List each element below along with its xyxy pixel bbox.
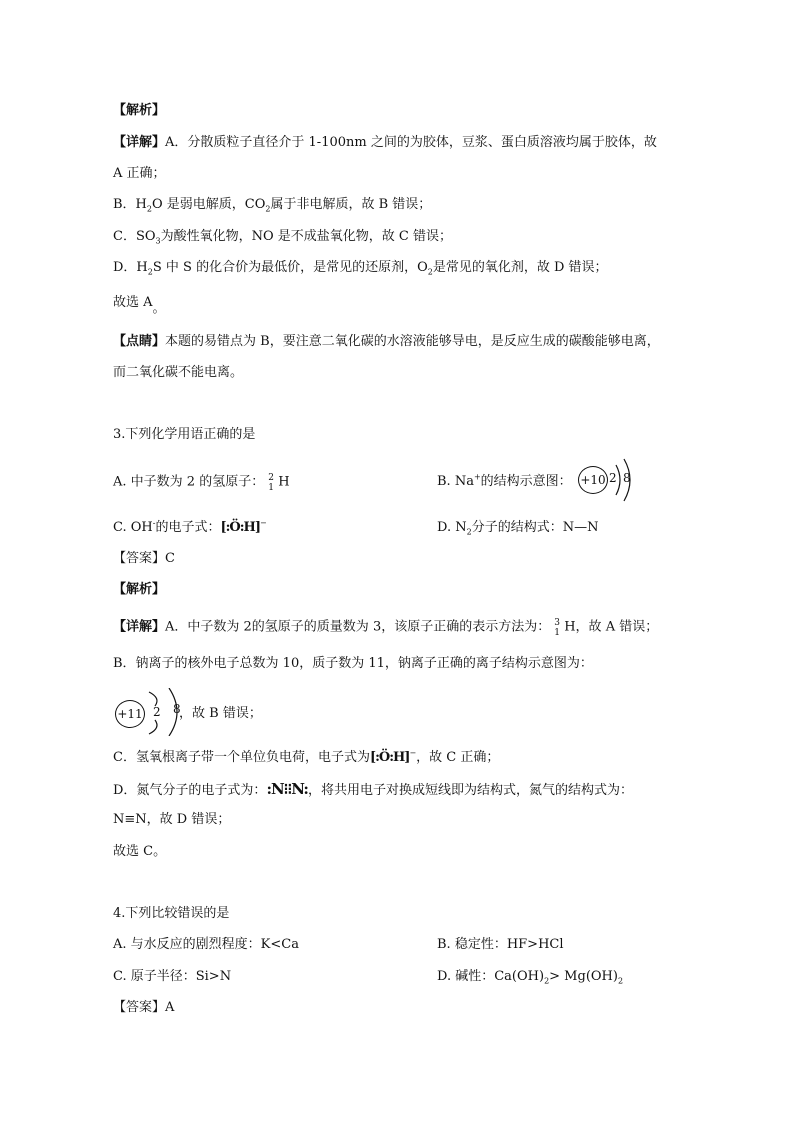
naplus-shell-1: 2 — [609, 471, 617, 485]
q4-option-d-mid: > Mg(OH) — [549, 969, 618, 984]
q3-detail-c-pre: C．氢氧根离子带一个单位负电荷，电子式为 — [113, 750, 370, 765]
detail-c-pre: C．SO — [113, 229, 156, 244]
naplus-nucleus: +10 — [578, 466, 608, 494]
q3-detail-c-post: ，故 C 正确； — [416, 750, 500, 765]
q3-detail-d — [113, 780, 633, 800]
subscript: 2 — [147, 267, 153, 277]
na-shell-1: 2 — [153, 705, 161, 719]
q4-option-a: A. 与水反应的剧烈程度：K<Ca — [113, 937, 299, 952]
detail-a-text: A．分散质粒子直径介于 1-100nm 之间的为胶体，豆浆、蛋白质溶液均属于胶体，故 — [165, 135, 657, 150]
q3-conclusion: 故选 C。 — [113, 844, 167, 859]
analysis-heading: 【解析】 — [113, 103, 166, 118]
na-structure-line — [113, 688, 263, 736]
q4-option-b: B. 稳定性：HF>HCl — [437, 937, 564, 952]
q3-option-c-post: 的电子式： — [155, 520, 221, 535]
q3-detail-b: B．钠离子的核外电子总数为 10，质子数为 11，钠离子正确的离子结构示意图为： — [113, 656, 593, 671]
superscript: + — [473, 472, 481, 482]
q3-detail-a — [113, 618, 658, 637]
q3-detail-a-pre: A．中子数为 2的氢原子的质量数为 3，该原子正确的表示方法为： — [165, 619, 551, 635]
detail-d-line — [113, 259, 608, 277]
q3-detail-d-pre: D．氮气分子的电子式为： — [113, 783, 267, 798]
detail-b-post: 属于非电解质，故 B 错误； — [270, 197, 432, 212]
q3-detail-d-cont: N≡N，故 D 错误； — [113, 812, 231, 827]
subscript: 3 — [155, 236, 161, 246]
q3-detail-d-post: ，将共用电子对换成短线即为结构式，氮气的结构式为： — [307, 783, 633, 798]
subscript: 2 — [146, 204, 152, 214]
q3-detail-a-post: H，故 A 错误； — [564, 619, 659, 635]
q4-stem: 4.下列比较错误的是 — [113, 906, 230, 921]
note-tag: 【点睛】 — [113, 334, 166, 349]
isotope-notation — [268, 473, 278, 491]
q3-detail-b-end: ，故 B 错误； — [179, 706, 262, 721]
detail-b-pre: B．H — [113, 197, 147, 212]
oh-lewis-formula: [:Ö:H] — [369, 750, 410, 765]
detail-d-post: 是常见的氧化剂，故 D 错误； — [432, 260, 608, 275]
detail-a-cont: A 正确； — [113, 166, 166, 181]
q3-answer: 【答案】C — [113, 551, 175, 566]
iso-number: 1 — [554, 628, 560, 638]
isotope-notation-correct — [554, 618, 564, 636]
q3-option-b-post: 的结构示意图： — [480, 474, 572, 489]
oh-charge: − — [409, 748, 417, 758]
na-nucleus: +11 — [115, 700, 145, 728]
naplus-structure-diagram — [578, 457, 638, 503]
q3-option-d-post: 分子的结构式：N—N — [471, 520, 599, 535]
q3-option-b-pre: B. Na — [437, 474, 474, 489]
oh-charge: − — [259, 518, 267, 528]
detail-tag: 【详解】 — [113, 619, 166, 635]
subscript: 2 — [617, 976, 624, 986]
conclusion-a — [113, 294, 166, 316]
iso-number: 1 — [268, 483, 274, 493]
iso-mass: 3 — [554, 618, 560, 628]
conclusion-text: 故选 A — [113, 295, 153, 310]
q3-option-c — [113, 519, 267, 537]
detail-tag: 【详解】 — [113, 135, 166, 150]
oh-lewis-formula: [:Ö:H] — [220, 520, 260, 535]
subscript: 2 — [427, 267, 433, 277]
detail-d-pre: D．H — [113, 260, 148, 275]
detail-c-line — [113, 228, 452, 246]
detail-c-post: 为酸性氧化物，NO 是不成盐氧化物，故 C 错误； — [160, 229, 452, 244]
iso-mass: 2 — [268, 473, 274, 483]
q3-stem: 3.下列化学用语正确的是 — [113, 427, 256, 442]
q4-option-d — [437, 968, 623, 986]
note-text: 本题的易错点为 B，要注意二氧化碳的水溶液能够导电，是反应生成的碳酸能够电离， — [165, 334, 660, 349]
detail-a-line — [113, 134, 657, 152]
q3-option-d-pre: D. N — [437, 520, 467, 535]
q3-analysis-heading: 【解析】 — [113, 582, 166, 597]
iso-symbol: H — [278, 474, 290, 490]
note-line — [113, 333, 660, 351]
q3-option-c-pre: C. OH — [113, 520, 153, 535]
q4-option-d-pre: D. 碱性：Ca(OH) — [437, 969, 545, 984]
q4-answer: 【答案】A — [113, 1000, 175, 1015]
conclusion-dot: 。 — [152, 301, 166, 316]
subscript: 2 — [265, 204, 271, 214]
note-cont: 而二氧化碳不能电离。 — [113, 365, 244, 380]
superscript: - — [152, 518, 156, 528]
n2-lewis-formula: :N⁝⁝N: — [266, 780, 308, 798]
subscript: 2 — [544, 976, 550, 986]
detail-d-mid: S 中 S 的化合价为最低价，是常见的还原剂，O — [152, 260, 428, 275]
q3-option-b — [437, 473, 572, 491]
detail-b-mid: O 是弱电解质，CO — [151, 197, 266, 212]
q3-option-d — [437, 519, 598, 537]
na-shell-2: 8 — [173, 702, 181, 716]
detail-b-line — [113, 196, 431, 214]
subscript: 2 — [466, 527, 472, 537]
naplus-shell-2: 8 — [623, 471, 631, 485]
q4-option-c: C. 原子半径：Si>N — [113, 969, 232, 984]
q3-option-a — [113, 473, 290, 492]
q3-detail-c — [113, 749, 499, 767]
q3-option-a-text: A. 中子数为 2 的氢原子： — [113, 474, 265, 490]
